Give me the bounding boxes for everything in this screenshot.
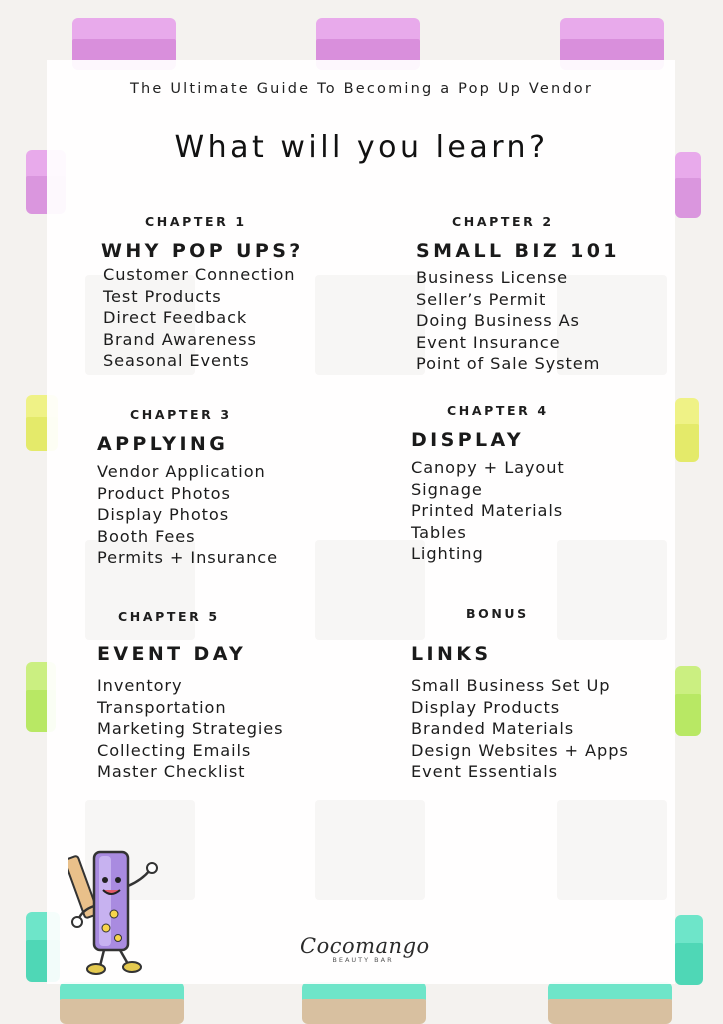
list-item: Printed Materials — [411, 501, 564, 520]
list-item: Canopy + Layout — [411, 458, 565, 477]
chapter-1-label: CHAPTER 1 — [145, 214, 247, 229]
chapter-3-list — [97, 461, 278, 569]
list-item: Design Websites + Apps — [411, 740, 629, 760]
chapter-2-list — [416, 267, 600, 375]
chapter-5-list — [97, 675, 284, 783]
chapter-3-label: CHAPTER 3 — [130, 407, 232, 422]
list-item: Master Checklist — [97, 762, 246, 781]
list-item: Doing Business As — [416, 311, 580, 330]
mascot-illustration — [68, 846, 168, 978]
list-item: Vendor Application — [97, 462, 266, 481]
chapter-5-label: CHAPTER 5 — [118, 609, 220, 624]
list-item: Business License — [416, 268, 568, 287]
bonus-heading: LINKS — [411, 643, 492, 665]
chapter-3-heading: APPLYING — [97, 433, 229, 455]
list-item: Seller’s Permit — [416, 289, 547, 309]
list-item: Transportation — [97, 697, 227, 717]
chapter-5-heading: EVENT DAY — [97, 643, 247, 665]
chapter-2-heading: SMALL BIZ 101 — [416, 240, 620, 262]
list-item: Collecting Emails — [97, 740, 252, 760]
list-item: Marketing Strategies — [97, 719, 284, 738]
chapter-1-list — [103, 264, 295, 372]
soap-bar-icon — [60, 982, 184, 1024]
list-item: Branded Materials — [411, 719, 575, 738]
brand-logo — [300, 934, 430, 964]
chapter-4-list — [411, 457, 565, 565]
soap-bar-icon — [675, 666, 701, 736]
list-item: Product Photos — [97, 483, 231, 503]
list-item: Display Photos — [97, 505, 230, 524]
list-item: Signage — [411, 479, 483, 499]
bonus-list — [411, 675, 629, 783]
list-item: Customer Connection — [103, 265, 296, 284]
list-item: Test Products — [103, 286, 222, 306]
soap-bar-icon — [675, 398, 699, 462]
chapter-1-heading: WHY POP UPS? — [101, 240, 304, 262]
list-item: Seasonal Events — [103, 351, 250, 370]
chapter-2-label: CHAPTER 2 — [452, 214, 554, 229]
brand-name: Cocomango — [300, 934, 430, 958]
list-item: Event Insurance — [416, 332, 561, 352]
page-title: What will you learn? — [174, 130, 549, 165]
list-item: Brand Awareness — [103, 329, 257, 349]
list-item: Inventory — [97, 676, 183, 695]
list-item: Small Business Set Up — [411, 676, 611, 695]
list-item: Point of Sale System — [416, 354, 601, 373]
chapter-4-label: CHAPTER 4 — [447, 403, 549, 418]
guide-subtitle: The Ultimate Guide To Becoming a Pop Up Vendor — [129, 81, 594, 97]
list-item: Lighting — [411, 544, 484, 563]
list-item: Display Products — [411, 697, 561, 717]
soap-bar-icon — [302, 982, 426, 1024]
soap-bar-icon — [548, 982, 672, 1024]
list-item: Permits + Insurance — [97, 548, 278, 567]
brand-tagline: BEAUTY BAR — [332, 956, 394, 964]
chapter-4-heading: DISPLAY — [411, 429, 525, 451]
list-item: Tables — [411, 522, 467, 542]
list-item: Event Essentials — [411, 762, 558, 781]
bonus-label: BONUS — [466, 606, 529, 621]
list-item: Booth Fees — [97, 526, 196, 546]
soap-bar-icon — [675, 915, 703, 985]
list-item: Direct Feedback — [103, 308, 248, 327]
